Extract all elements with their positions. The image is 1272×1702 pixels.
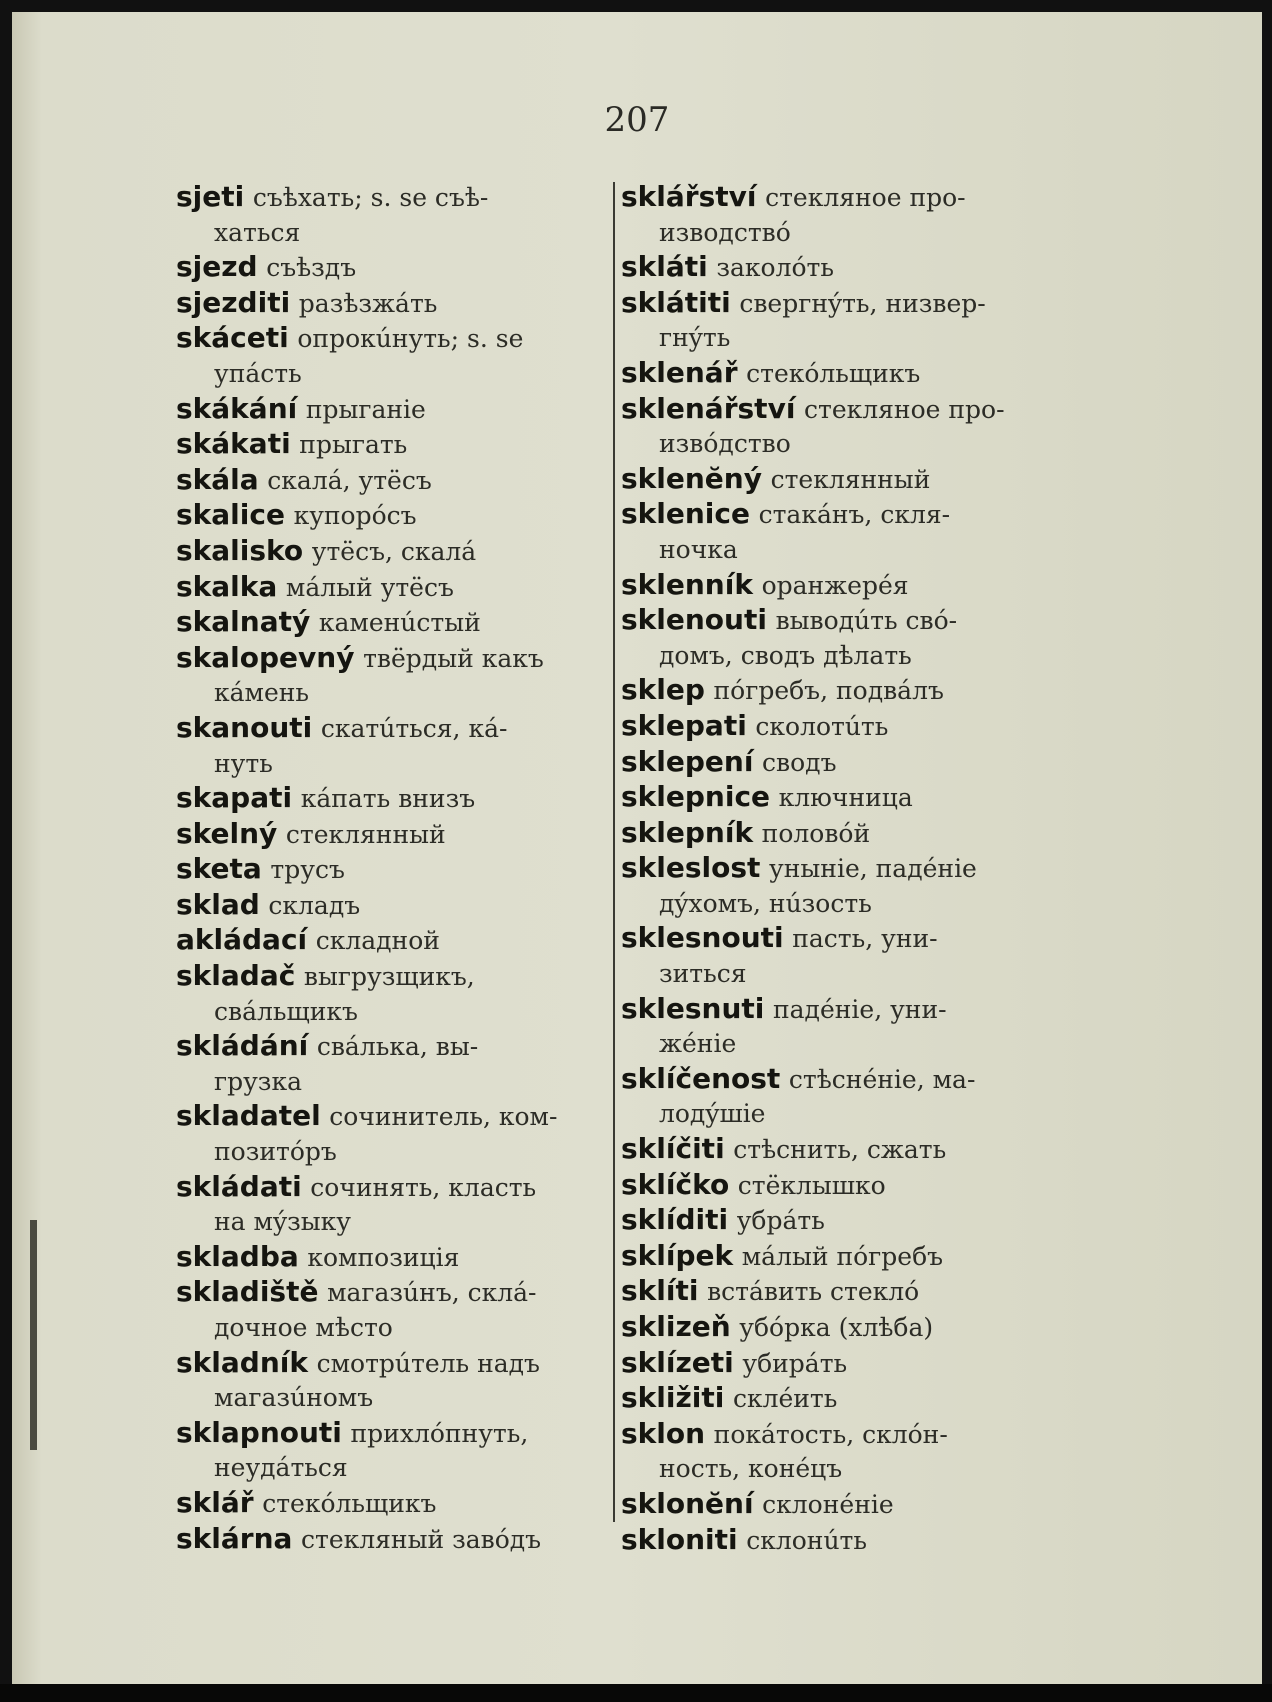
dictionary-entry <box>621 1487 1049 1523</box>
dictionary-entry <box>621 1274 1049 1310</box>
entry-definition: ключница <box>778 783 913 813</box>
dictionary-entry <box>176 1029 608 1099</box>
entry-headword: skladač <box>176 959 296 993</box>
entry-definition: утёсъ, скалá <box>311 536 477 566</box>
entry-headword: skládání <box>176 1029 309 1063</box>
dictionary-entry <box>176 1240 608 1276</box>
entry-headword: skalisko <box>176 533 304 567</box>
dictionary-entry <box>176 1099 608 1169</box>
dictionary-entry <box>621 1417 1049 1487</box>
entry-definition: прыгать <box>299 430 408 460</box>
entry-headword: sklenĕný <box>621 461 762 495</box>
entry-headword: sjeti <box>176 180 245 213</box>
dictionary-entry <box>621 603 1049 673</box>
column-divider <box>613 182 615 1522</box>
entry-headword: sjezd <box>176 250 258 284</box>
entry-definition: стѣснить, сжать <box>733 1135 947 1165</box>
entry-headword: sklíditi <box>621 1203 729 1237</box>
entry-headword: skladatel <box>176 1099 321 1133</box>
entry-definition: стекóльщикъ <box>746 358 921 388</box>
entry-definition: склéить <box>732 1384 838 1414</box>
entry-definition-continuation: домъ, сводъ дѣлать <box>659 640 912 670</box>
entry-definition-continuation: дочное мѣсто <box>214 1313 393 1342</box>
dictionary-entry <box>176 1275 608 1345</box>
entry-headword: sklíčiti <box>621 1132 725 1166</box>
entry-definition: складной <box>315 926 440 956</box>
entry-definition: уныніе, падéніе <box>769 854 977 884</box>
entry-headword: sklapnouti <box>176 1415 342 1449</box>
entry-definition: смотрúтель надъ <box>316 1348 540 1378</box>
entry-headword: skladba <box>176 1239 299 1273</box>
entry-definition-continuation: нуть <box>214 748 273 778</box>
entry-definition: оранжерéя <box>761 570 909 600</box>
entry-headword: sklepník <box>621 815 754 849</box>
dictionary-entry <box>621 673 1049 709</box>
entry-definition: встáвить стеклó <box>707 1277 920 1307</box>
dictionary-entry <box>621 992 1049 1062</box>
dictionary-entry <box>621 1203 1049 1239</box>
entry-definition: стѣснéніе, ма- <box>788 1064 976 1094</box>
dictionary-entry <box>621 1168 1049 1204</box>
entry-definition: твёрдый какъ <box>363 643 544 673</box>
entry-definition-continuation: извóдство <box>659 429 791 459</box>
entry-headword: skladník <box>176 1345 308 1379</box>
entry-headword: sklízeti <box>621 1345 734 1379</box>
dictionary-entry <box>176 286 608 322</box>
entry-definition-continuation: гнýть <box>659 323 731 353</box>
entry-headword: sklonĕní <box>621 1486 754 1520</box>
dictionary-entry <box>621 745 1049 781</box>
entry-definition: падéніе, уни- <box>772 994 947 1024</box>
entry-definition-continuation: свáльщикъ <box>214 996 358 1026</box>
dictionary-entry <box>621 1062 1049 1132</box>
entry-definition-continuation: дýхомъ, нúзость <box>659 888 872 918</box>
entry-definition: стекляное про- <box>804 394 1005 424</box>
dictionary-entry <box>621 1346 1049 1382</box>
entry-definition-continuation: упáсть <box>214 358 302 388</box>
entry-headword: akládací <box>176 923 308 957</box>
entry-definition: стекляный завóдъ <box>301 1524 542 1554</box>
entry-definition: сочинитель, ком- <box>329 1102 558 1132</box>
entry-definition-continuation: неудáться <box>214 1453 348 1483</box>
entry-headword: skláti <box>621 250 708 284</box>
entry-headword: sklář <box>176 1485 254 1519</box>
dictionary-entry <box>176 534 608 570</box>
entry-definition: стеклянный <box>770 464 931 494</box>
entry-definition: стекóльщикъ <box>262 1488 437 1518</box>
entry-headword: sklepení <box>621 744 754 778</box>
entry-definition-continuation: жéніе <box>659 1029 737 1059</box>
dictionary-entry <box>621 286 1049 356</box>
entry-headword: skalka <box>176 569 278 603</box>
entry-definition: съѣхать; s. se съѣ- <box>252 183 489 212</box>
dictionary-entry <box>621 709 1049 745</box>
dictionary-entry <box>621 1239 1049 1275</box>
dictionary-entry <box>621 1310 1049 1346</box>
entry-headword: skladiště <box>176 1275 319 1309</box>
entry-definition: мáлый утёсъ <box>285 572 454 602</box>
dictionary-entry <box>176 1416 608 1486</box>
entry-definition: пóгребъ, подвáлъ <box>713 676 944 706</box>
entry-definition: скатúться, кá- <box>320 713 508 743</box>
entry-headword: skákání <box>176 391 298 425</box>
entry-definition-continuation: на мýзыку <box>214 1207 351 1237</box>
dictionary-entry <box>176 250 608 286</box>
dictionary-entry <box>621 568 1049 604</box>
entry-headword: sklenář <box>621 355 738 389</box>
entry-definition: убирáть <box>742 1348 848 1378</box>
entry-definition: мáлый пóгребъ <box>741 1241 944 1271</box>
dictionary-entry <box>176 1522 608 1558</box>
entry-headword: sklípek <box>621 1238 734 1272</box>
entry-headword: skližiti <box>621 1381 725 1415</box>
entry-headword: skalice <box>176 498 285 532</box>
entry-headword: sklátiti <box>621 285 731 319</box>
entry-definition: стёклышко <box>737 1170 886 1200</box>
right-column <box>621 180 1049 1558</box>
entry-headword: sklenník <box>621 567 753 601</box>
entry-headword: sketa <box>176 852 262 886</box>
entry-definition-continuation: хаться <box>214 217 301 247</box>
entry-headword: sklesnouti <box>621 921 784 955</box>
entry-definition: свергнýть, низвер- <box>739 288 986 318</box>
entry-definition: сводъ <box>762 747 837 777</box>
entry-headword: skalnatý <box>176 605 311 639</box>
entry-definition: заколóть <box>716 253 834 283</box>
dictionary-entry <box>176 463 608 499</box>
dictionary-entry <box>621 816 1049 852</box>
dictionary-entry <box>176 498 608 534</box>
entry-headword: skalopevný <box>176 640 355 674</box>
entry-definition: композиція <box>307 1242 460 1272</box>
entry-headword: sklenářství <box>621 391 796 425</box>
entry-headword: skládati <box>176 1169 302 1203</box>
entry-definition: опрокúнуть; s. se <box>297 324 524 354</box>
entry-definition: стекляное про- <box>765 183 966 212</box>
page-number: 207 <box>604 100 670 140</box>
entry-definition-continuation: ночка <box>659 534 738 564</box>
dictionary-entry <box>176 923 608 959</box>
bottom-edge <box>0 1684 1272 1702</box>
entry-definition: магазúнъ, склá- <box>327 1278 537 1308</box>
entry-headword: sklářství <box>621 180 757 213</box>
dictionary-entry <box>621 1523 1049 1559</box>
entry-definition: склонéніе <box>762 1489 894 1519</box>
dictionary-page <box>12 12 1262 1684</box>
dictionary-entry <box>621 851 1049 921</box>
dictionary-entry <box>176 605 608 641</box>
entry-definition: кáпать внизъ <box>300 784 476 814</box>
entry-definition-continuation: изводствó <box>659 217 791 247</box>
entry-headword: skákati <box>176 427 291 461</box>
entry-headword: skanouti <box>176 710 313 744</box>
entry-headword: sklesnuti <box>621 991 765 1025</box>
entry-definition: сколотúть <box>755 711 889 741</box>
entry-headword: skapati <box>176 781 293 815</box>
dictionary-entry <box>176 392 608 428</box>
dictionary-entry <box>621 1381 1049 1417</box>
entry-definition: половóй <box>761 818 871 848</box>
entry-definition-continuation: зиться <box>659 959 747 989</box>
dictionary-entry <box>176 888 608 924</box>
dictionary-entry <box>176 321 608 391</box>
dictionary-entry <box>176 180 608 250</box>
entry-headword: skelný <box>176 816 278 850</box>
entry-definition: съѣздъ <box>266 253 357 283</box>
entry-definition: пасть, уни- <box>792 924 938 954</box>
dictionary-entry <box>621 392 1049 462</box>
dictionary-entry <box>176 427 608 463</box>
entry-definition: складъ <box>268 890 361 920</box>
entry-definition: трусъ <box>270 855 345 885</box>
dictionary-entry <box>176 959 608 1029</box>
dictionary-entry <box>176 711 608 781</box>
entry-definition: купорóсъ <box>293 501 417 531</box>
dictionary-entry <box>176 641 608 711</box>
dictionary-entry <box>176 852 608 888</box>
entry-headword: sjezditi <box>176 285 291 319</box>
entry-definition: покáтость, склóн- <box>713 1419 948 1449</box>
dictionary-entry <box>621 1132 1049 1168</box>
dictionary-entry <box>621 462 1049 498</box>
dictionary-entry <box>176 1170 608 1240</box>
entry-headword: sklenouti <box>621 603 767 637</box>
entry-headword: sklizeň <box>621 1310 731 1343</box>
entry-headword: sklíčenost <box>621 1061 781 1095</box>
entry-definition-continuation: лодýшіе <box>659 1099 766 1129</box>
entry-definition: выгрузщикъ, <box>303 962 475 992</box>
entry-definition: свáлька, вы- <box>316 1032 479 1062</box>
entry-headword: skáceti <box>176 321 289 355</box>
entry-headword: sklíčko <box>621 1167 730 1201</box>
entry-definition: прыганіе <box>305 394 426 424</box>
binding-mark <box>30 1220 37 1450</box>
entry-headword: sklenice <box>621 497 750 531</box>
dictionary-entry <box>621 250 1049 286</box>
left-column <box>176 180 608 1557</box>
entry-headword: sklíti <box>621 1274 699 1308</box>
entry-definition: прихлóпнуть, <box>350 1418 529 1448</box>
entry-definition-continuation: ность, конéцъ <box>659 1454 843 1484</box>
dictionary-entry <box>621 780 1049 816</box>
entry-definition-continuation: грузка <box>214 1066 302 1096</box>
dictionary-entry <box>176 1346 608 1416</box>
entry-definition: разѣзжáть <box>298 288 438 318</box>
entry-definition: стакáнъ, скля- <box>758 500 951 530</box>
entry-headword: sklad <box>176 887 260 921</box>
entry-headword: skleslost <box>621 851 761 885</box>
entry-definition: склонúть <box>746 1525 867 1555</box>
entry-definition: каменúстый <box>318 608 481 638</box>
dictionary-entry <box>176 1486 608 1522</box>
dictionary-entry <box>621 921 1049 991</box>
dictionary-entry <box>621 497 1049 567</box>
entry-definition: убрáть <box>736 1206 825 1236</box>
dictionary-entry <box>621 356 1049 392</box>
entry-headword: sklárna <box>176 1521 293 1555</box>
entry-definition: скалá, утёсъ <box>267 465 432 495</box>
dictionary-entry <box>176 817 608 853</box>
entry-headword: skloniti <box>621 1522 738 1556</box>
entry-definition: стеклянный <box>285 819 446 849</box>
entry-headword: skála <box>176 462 259 496</box>
entry-headword: sklepati <box>621 708 747 742</box>
entry-definition-continuation: позитóръ <box>214 1137 337 1167</box>
entry-definition-continuation: кáмень <box>214 678 310 708</box>
dictionary-entry <box>621 180 1049 250</box>
entry-definition: сочинять, класть <box>310 1172 537 1202</box>
entry-definition: выводúть свó- <box>775 606 958 636</box>
entry-definition-continuation: магазúномъ <box>214 1383 374 1413</box>
dictionary-entry <box>176 781 608 817</box>
entry-headword: sklepnice <box>621 780 771 814</box>
entry-headword: sklep <box>621 673 705 707</box>
dictionary-entry <box>176 570 608 606</box>
entry-headword: sklon <box>621 1416 706 1450</box>
entry-definition: убóрка (хлѣба) <box>739 1313 934 1342</box>
